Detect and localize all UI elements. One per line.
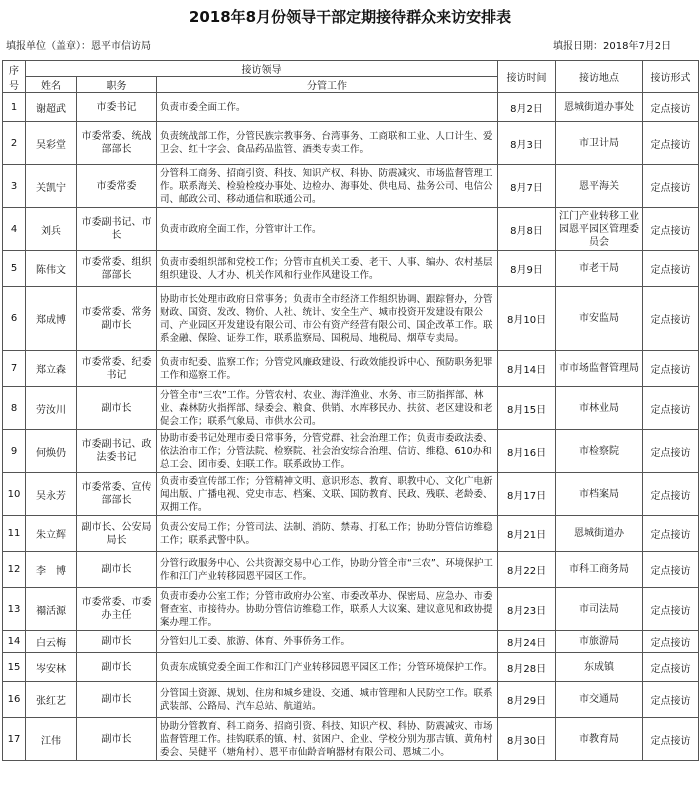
row-form: 定点接访 (643, 588, 699, 631)
row-place: 恩城街道办 (556, 516, 643, 552)
row-date: 8月9日 (498, 251, 556, 287)
row-position: 市委副书记、市长 (77, 208, 157, 251)
row-form: 定点接访 (643, 516, 699, 552)
row-num: 11 (3, 516, 26, 552)
row-place: 恩平海关 (556, 165, 643, 208)
row-num: 10 (3, 473, 26, 516)
row-form: 定点接访 (643, 653, 699, 682)
row-form: 定点接访 (643, 93, 699, 122)
row-duty: 负责公安局工作；分管司法、法制、消防、禁毒、打私工作；协助分管信访维稳工作；联系武警中队。 (157, 516, 498, 552)
row-form: 定点接访 (643, 631, 699, 653)
header-num: 序号 (3, 61, 26, 93)
row-num: 7 (3, 351, 26, 387)
row-name: 吴彩堂 (26, 122, 77, 165)
row-num: 5 (3, 251, 26, 287)
table-row (3, 208, 699, 251)
filing-date: 填报日期：2018年7月2日 (553, 41, 672, 52)
row-position: 副市长 (77, 387, 157, 430)
row-position: 市委书记 (77, 93, 157, 122)
row-date: 8月15日 (498, 387, 556, 430)
row-duty: 分管妇儿工委、旅游、体育、外事侨务工作。 (157, 631, 498, 653)
row-date: 8月7日 (498, 165, 556, 208)
row-position: 市委常委、常务副市长 (77, 287, 157, 351)
row-position: 副市长 (77, 631, 157, 653)
row-date: 8月3日 (498, 122, 556, 165)
row-place: 市教育局 (556, 718, 643, 761)
row-form: 定点接访 (643, 387, 699, 430)
row-num: 17 (3, 718, 26, 761)
row-form: 定点接访 (643, 473, 699, 516)
table-row (3, 718, 699, 761)
row-form: 定点接访 (643, 122, 699, 165)
row-name: 刘兵 (26, 208, 77, 251)
row-position: 副市长 (77, 718, 157, 761)
table-row (3, 351, 699, 387)
row-date: 8月10日 (498, 287, 556, 351)
row-position: 市委常委、组织部部长 (77, 251, 157, 287)
row-form: 定点接访 (643, 430, 699, 473)
row-form: 定点接访 (643, 552, 699, 588)
row-duty: 负责统战部工作，分管民族宗教事务、台湾事务、工商联和工业、人口计生、爱卫会、红十字会、食品药品监管、酒类专卖工作。 (157, 122, 498, 165)
row-name: 陈伟文 (26, 251, 77, 287)
row-num: 9 (3, 430, 26, 473)
row-position: 副市长 (77, 682, 157, 718)
row-name: 李 博 (26, 552, 77, 588)
row-duty: 负责市委组织部和党校工作；分管市直机关工委、老干、人事、编办、农村基层组织建设、人才办、机关作风和行业作风建设工作。 (157, 251, 498, 287)
table-row (3, 588, 699, 631)
row-form: 定点接访 (643, 718, 699, 761)
table-row (3, 552, 699, 588)
row-date: 8月23日 (498, 588, 556, 631)
row-place: 市档案局 (556, 473, 643, 516)
table-row (3, 165, 699, 208)
row-name: 江伟 (26, 718, 77, 761)
row-duty: 负责东成镇党委全面工作和江门产业转移园恩平园区工作；分管环境保护工作。 (157, 653, 498, 682)
row-duty: 协助市长处理市政府日常事务；负责市全市经济工作组织协调、跟踪督办，分管财政、国资、发改、物价、人社、统计、安全生产、城市投资开发建设有限公司、产业园区开发建设有限公司、市公有资产经营有限公司、国企改革工作。联系金融、保险、证券工作，联系监察局、国税局、地税局、烟草专卖局。 (157, 287, 498, 351)
row-name: 郑成博 (26, 287, 77, 351)
row-num: 6 (3, 287, 26, 351)
row-place: 市林业局 (556, 387, 643, 430)
row-date: 8月29日 (498, 682, 556, 718)
table-row (3, 93, 699, 122)
row-place: 东成镇 (556, 653, 643, 682)
row-place: 市安监局 (556, 287, 643, 351)
row-position: 副市长 (77, 653, 157, 682)
row-place: 市科工商务局 (556, 552, 643, 588)
row-position: 市委常委、市委办主任 (77, 588, 157, 631)
row-form: 定点接访 (643, 208, 699, 251)
row-num: 15 (3, 653, 26, 682)
row-num: 2 (3, 122, 26, 165)
row-name: 何焕仍 (26, 430, 77, 473)
row-num: 1 (3, 93, 26, 122)
row-num: 12 (3, 552, 26, 588)
row-name: 劳汝川 (26, 387, 77, 430)
header-position: 职务 (77, 77, 157, 93)
header-duty: 分管工作 (157, 77, 498, 93)
table-row (3, 682, 699, 718)
row-name: 白云梅 (26, 631, 77, 653)
row-position: 市委常委、纪委书记 (77, 351, 157, 387)
row-duty: 负责市委办公室工作；分管市政府办公室、市委改革办、保密局、应急办、市委督查室、市接待办。协助分管信访维稳工作，联系人大议案、建议意见和政协提案办理工作。 (157, 588, 498, 631)
table-row (3, 653, 699, 682)
row-position: 副市长、公安局局长 (77, 516, 157, 552)
row-form: 定点接访 (643, 165, 699, 208)
row-name: 岑安林 (26, 653, 77, 682)
row-form: 定点接访 (643, 251, 699, 287)
row-date: 8月17日 (498, 473, 556, 516)
row-name: 禤活源 (26, 588, 77, 631)
table-row (3, 516, 699, 552)
row-place: 市市场监督管理局 (556, 351, 643, 387)
row-place: 恩城街道办事处 (556, 93, 643, 122)
row-duty: 分管全市“三农”工作。分管农村、农业、海洋渔业、水务、市三防指挥部、林业、森林防火指挥部、绿委会、粮食、供销、水库移民办、扶贫、老区建设和老促会工作；联系气象局、市供水公司。 (157, 387, 498, 430)
row-num: 16 (3, 682, 26, 718)
row-date: 8月28日 (498, 653, 556, 682)
row-position: 副市长 (77, 552, 157, 588)
row-num: 13 (3, 588, 26, 631)
row-position: 市委常委、统战部部长 (77, 122, 157, 165)
table-row (3, 430, 699, 473)
row-place: 江门产业转移工业园恩平园区管理委员会 (556, 208, 643, 251)
page-title: 2018年8月份领导干部定期接待群众来访安排表 (188, 8, 512, 26)
row-place: 市卫计局 (556, 122, 643, 165)
row-num: 4 (3, 208, 26, 251)
row-duty: 分管行政服务中心、公共资源交易中心工作，协助分管全市“三农”、环境保护工作和江门产业转移园恩平园区工作。 (157, 552, 498, 588)
row-place: 市交通局 (556, 682, 643, 718)
table-row (3, 631, 699, 653)
row-num: 8 (3, 387, 26, 430)
header-reception-leader: 接访领导 (26, 61, 498, 77)
row-place: 市司法局 (556, 588, 643, 631)
row-name: 谢超武 (26, 93, 77, 122)
row-duty: 负责市委宣传部工作；分管精神文明、意识形态、教育、职教中心、文化广电新闻出版、广播电视、党史市志、档案、文联、国防教育、民政、残联、老龄委、双拥工作。 (157, 473, 498, 516)
row-place: 市老干局 (556, 251, 643, 287)
header-date: 接访时间 (498, 61, 556, 93)
row-place: 市旅游局 (556, 631, 643, 653)
row-date: 8月2日 (498, 93, 556, 122)
row-duty: 协助分管教育、科工商务、招商引资、科技、知识产权、科协、防震减灾、市场监督管理工作。挂钩联系的镇、村、贫困户、企业、学校分别为那吉镇、黄角村委会、吴健平（塘角村）、恩平市仙龄音响器材有限公司、恩城二小。 (157, 718, 498, 761)
filing-unit: 填报单位（盖章）：恩平市信访局 (6, 41, 151, 52)
row-duty: 负责市委全面工作。 (157, 93, 498, 122)
row-duty: 分管科工商务、招商引资、科技、知识产权、科协、防震减灾、市场监督管理工作。联系海关、检验检疫办事处、边检办、海事处、供电局、盐务公司、电信公司、邮政公司、移动通信和联通公司。 (157, 165, 498, 208)
row-date: 8月30日 (498, 718, 556, 761)
row-name: 朱立辉 (26, 516, 77, 552)
row-name: 吴永芳 (26, 473, 77, 516)
schedule-table (2, 60, 699, 761)
table-row (3, 122, 699, 165)
row-name: 关凯宁 (26, 165, 77, 208)
row-name: 郑立森 (26, 351, 77, 387)
header-form: 接访形式 (643, 61, 699, 93)
row-name: 张红艺 (26, 682, 77, 718)
row-date: 8月21日 (498, 516, 556, 552)
header-name: 姓名 (26, 77, 77, 93)
row-position: 市委常委、宣传部部长 (77, 473, 157, 516)
row-form: 定点接访 (643, 351, 699, 387)
row-duty: 协助市委书记处理市委日常事务，分管党群、社会治理工作；负责市委政法委、依法治市工作；分管法院、检察院、社会治安综合治理、信访、维稳、610办和总工会、团市委、妇联工作。联系政协工作。 (157, 430, 498, 473)
row-position: 市委副书记、政法委书记 (77, 430, 157, 473)
row-num: 3 (3, 165, 26, 208)
row-place: 市检察院 (556, 430, 643, 473)
row-form: 定点接访 (643, 287, 699, 351)
row-date: 8月14日 (498, 351, 556, 387)
row-date: 8月22日 (498, 552, 556, 588)
row-duty: 负责市纪委、监察工作；分管党风廉政建设、行政效能投诉中心、预防职务犯罪工作和巡察工作。 (157, 351, 498, 387)
table-row (3, 473, 699, 516)
row-date: 8月8日 (498, 208, 556, 251)
row-form: 定点接访 (643, 682, 699, 718)
table-row (3, 387, 699, 430)
row-date: 8月24日 (498, 631, 556, 653)
row-position: 市委常委 (77, 165, 157, 208)
row-date: 8月16日 (498, 430, 556, 473)
table-body (3, 93, 699, 761)
table-row (3, 287, 699, 351)
row-duty: 负责市政府全面工作，分管审计工作。 (157, 208, 498, 251)
header-place: 接访地点 (556, 61, 643, 93)
table-row (3, 251, 699, 287)
row-duty: 分管国土资源、规划、住房和城乡建设、交通、城市管理和人民防空工作。联系武装部、公路局、汽车总站、航道站。 (157, 682, 498, 718)
row-num: 14 (3, 631, 26, 653)
